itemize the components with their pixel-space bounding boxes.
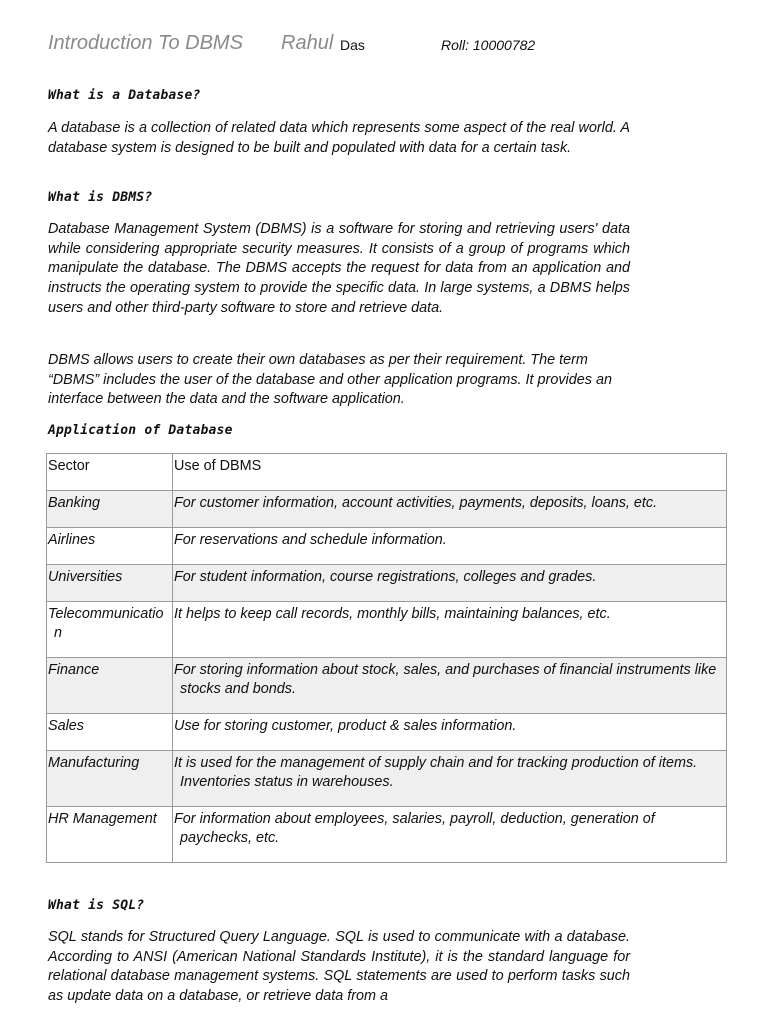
table-row — [47, 807, 727, 863]
sector-cell: Finance — [47, 658, 173, 714]
table-header-row — [47, 454, 727, 491]
sector-cell: Manufacturing — [47, 751, 173, 807]
use-cell: For information about employees, salaries, payroll, deduction, generation of paychecks, etc. — [173, 807, 727, 863]
paragraph-dbms-definition: Database Management System (DBMS) is a software for storing and retrieving users' data while considering appropriate security measures. It consists of a group of programs which manipulate the database. The DBMS accepts the request for data from an application and instructs the operating system to provide the specific data. In large systems, a DBMS helps users and other third-party software to store and retrieve data. — [48, 221, 630, 316]
heading-what-is-sql: What is SQL? — [48, 898, 145, 913]
applications-table-container — [46, 453, 727, 863]
table-row — [47, 565, 727, 602]
heading-what-is-dbms: What is DBMS? — [48, 190, 153, 205]
sector-cell: Universities — [47, 565, 173, 602]
sector-cell: HR Management — [47, 807, 173, 863]
table-row — [47, 751, 727, 807]
column-header-sector: Sector — [47, 454, 173, 491]
table-row — [47, 658, 727, 714]
author-last-name: Das — [340, 37, 365, 53]
sector-cell: Telecommunication — [47, 602, 173, 658]
table-row — [47, 528, 727, 565]
column-header-use: Use of DBMS — [173, 454, 727, 491]
use-cell: Use for storing customer, product & sales information. — [173, 714, 727, 751]
document-title: Introduction To DBMS — [48, 32, 243, 54]
sector-cell: Banking — [47, 491, 173, 528]
roll-number: Roll: 10000782 — [441, 37, 536, 53]
use-cell: For student information, course registrations, colleges and grades. — [173, 565, 727, 602]
document-header — [48, 32, 728, 60]
use-cell: For storing information about stock, sales, and purchases of financial instruments like stocks and bonds. — [173, 658, 727, 714]
table-row — [47, 714, 727, 751]
heading-application-of-database: Application of Database — [48, 423, 233, 438]
paragraph-dbms-users: DBMS allows users to create their own databases as per their requirement. The term “DBMS” includes the user of the database and other application programs. It provides an interface between the data and the software application. — [48, 352, 612, 408]
use-cell: It is used for the management of supply chain and for tracking production of items. Inventories status in warehouses. — [173, 751, 727, 807]
use-cell: For reservations and schedule information. — [173, 528, 727, 565]
table-row — [47, 491, 727, 528]
use-cell: It helps to keep call records, monthly bills, maintaining balances, etc. — [173, 602, 727, 658]
sector-cell: Sales — [47, 714, 173, 751]
paragraph-database-definition: A database is a collection of related data which represents some aspect of the real world. A database system is designed to be built and populated with data for a certain task. — [48, 120, 630, 156]
sector-cell: Airlines — [47, 528, 173, 565]
table-row — [47, 602, 727, 658]
use-cell: For customer information, account activities, payments, deposits, loans, etc. — [173, 491, 727, 528]
paragraph-sql-definition: SQL stands for Structured Query Language. SQL is used to communicate with a database. According to ANSI (American National Standards Institute), it is the standard language for relational database management systems. SQL statements are used to perform tasks such as update data on a database, or retrieve data from a — [48, 929, 630, 1005]
author-first-name: Rahul — [281, 32, 334, 54]
applications-table — [46, 453, 727, 863]
heading-what-is-database: What is a Database? — [48, 88, 201, 103]
